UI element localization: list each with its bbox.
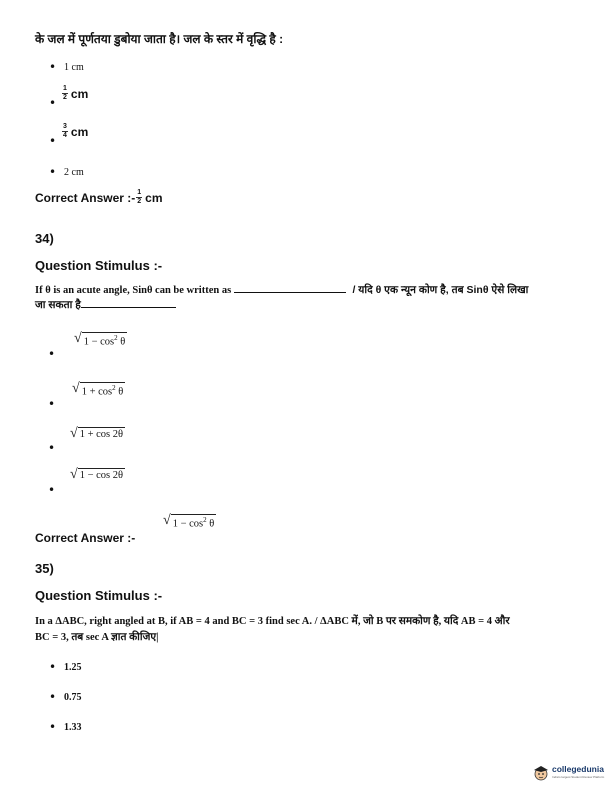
answer-blank [234, 283, 346, 293]
bullet-icon: • [49, 720, 57, 734]
q35-question-text: In a ΔABC, right angled at B, if AB = 4 and BC = 3 find sec A. / ΔABC में, जो B पर समकोण है, यदि AB = 4 और BC = 3, तब sec A ज्ञात कीजिए| [35, 616, 510, 643]
q33-option-3: $\frac{3}{4}$ cm [63, 123, 89, 139]
bullet-icon: • [48, 441, 56, 455]
q35-number: 35) [35, 561, 54, 576]
bullet-icon: • [48, 483, 56, 497]
q34-option-4: √ 1 − cos 2θ [70, 467, 124, 482]
answer-blank [81, 298, 176, 308]
fraction-half: $\frac{1}{2}$ [137, 189, 142, 205]
q33-option-1: 1 cm [64, 62, 84, 73]
q35-option-3: 1.33 [64, 722, 82, 733]
q34-option-1: √ $1 - \cos^2 \theta$ [74, 331, 126, 348]
sqrt-icon: √ [70, 426, 78, 441]
collegedunia-logo [532, 764, 604, 782]
fraction-three-quarter: $\frac{3}{4}$ [63, 123, 67, 139]
q33-correct-answer: Correct Answer :- $\frac{1}{2}$ cm [35, 189, 163, 205]
logo-text: collegedunia [552, 764, 604, 774]
bullet-icon: • [48, 397, 56, 411]
q33-option-4: 2 cm [64, 167, 84, 178]
fraction-half: $\frac{1}{2}$ [63, 85, 67, 101]
q35-stimulus-label: Question Stimulus :- [35, 588, 163, 603]
mascot-icon [532, 764, 550, 782]
bullet-icon: • [49, 60, 57, 74]
sqrt-icon: √ [70, 467, 78, 482]
bullet-icon: • [49, 660, 57, 674]
sqrt-icon: √ [74, 331, 82, 346]
sqrt-icon: √ [72, 381, 80, 396]
bullet-icon: • [49, 134, 57, 148]
q35-option-2: 0.75 [64, 692, 82, 703]
q34-option-2: √ $1 + \cos^2 \theta$ [72, 381, 124, 398]
q34-option-3: √ 1 + cos 2θ [70, 426, 124, 441]
bullet-icon: • [49, 165, 57, 179]
q35-option-1: 1.25 [64, 662, 82, 673]
sqrt-icon: √ [163, 513, 171, 528]
q34-number: 34) [35, 231, 54, 246]
q33-stem-tail: के जल में पूर्णतया डुबोया जाता है। जल के स्तर में वृद्धि है : [35, 32, 284, 46]
q34-question-text: If θ is an acute angle, Sinθ can be written as / यदि θ एक न्यून कोण है, तब Sinθ ऐसे लिखा जा सकता है [35, 284, 529, 311]
bullet-icon: • [49, 690, 57, 704]
bullet-icon: • [49, 96, 57, 110]
bullet-icon: • [48, 347, 56, 361]
q33-option-2: $\frac{1}{2}$ cm [63, 85, 89, 101]
q34-correct-label: Correct Answer :- [35, 531, 136, 545]
q34-stimulus-label: Question Stimulus :- [35, 258, 163, 273]
q34-correct-formula: √ $1 - \cos^2 \theta$ [163, 513, 215, 530]
logo-tagline: India's largest Student Review Platform [552, 775, 605, 779]
